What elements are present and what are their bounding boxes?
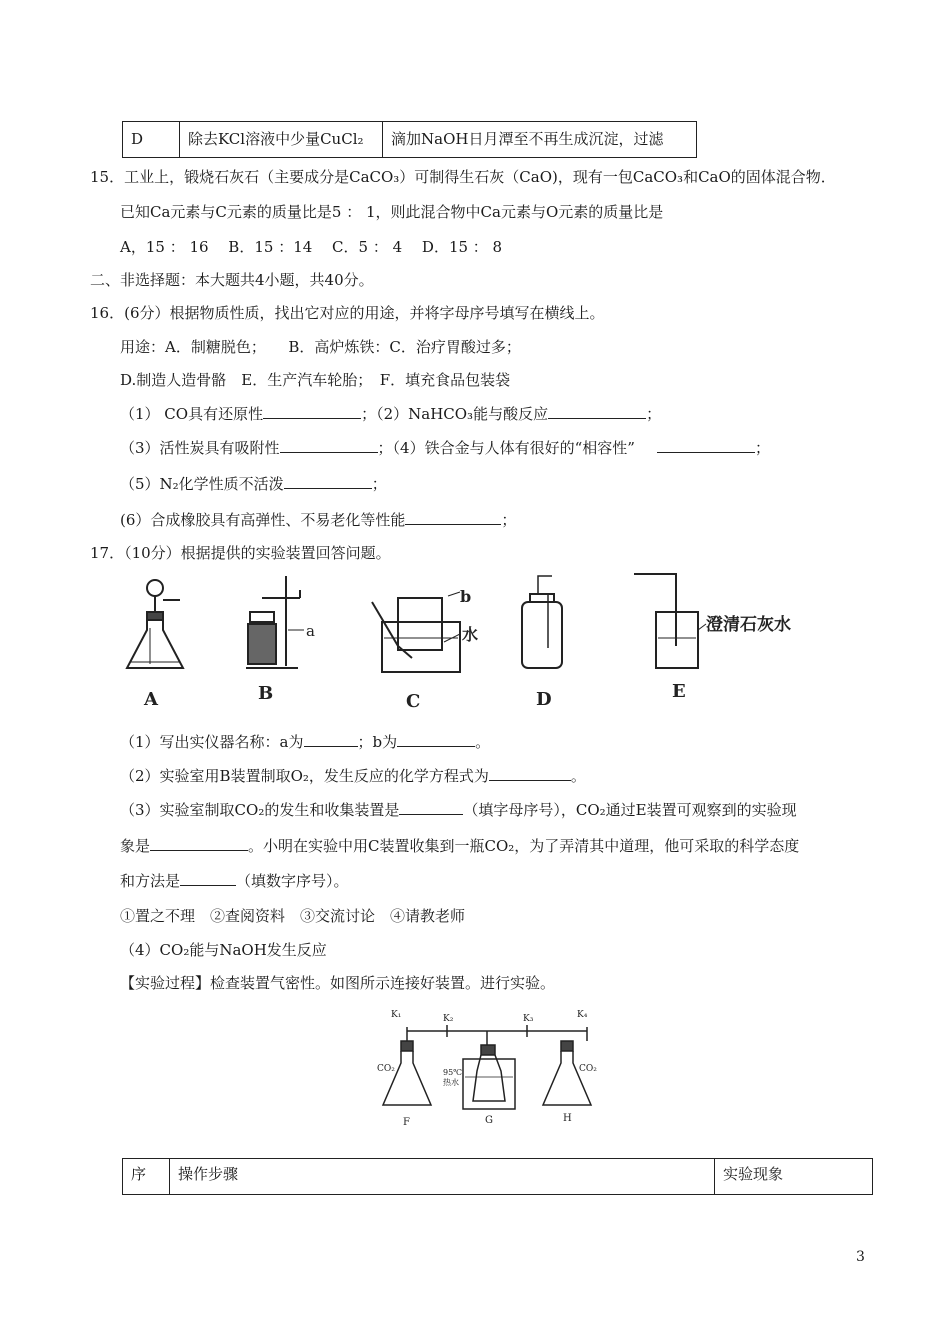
answer-blank[interactable] xyxy=(280,438,378,453)
q16-item-6-text: (6）合成橡胶具有高弹性、不易老化等性能 xyxy=(120,511,406,529)
label-b: b xyxy=(460,587,472,606)
answer-blank[interactable] xyxy=(399,800,463,815)
label-g: G xyxy=(485,1115,493,1126)
q17-item-3-text-f: （填数字序号）。 xyxy=(236,872,349,890)
bottom-table xyxy=(122,1158,873,1195)
answer-blank[interactable] xyxy=(489,766,571,781)
q15-stem-2: 已知Ca元素与C元素的质量比是5 ： 1，则此混合物中Ca元素与O元素的质量比是 xyxy=(120,203,664,221)
punctuation: ； xyxy=(501,511,517,529)
answer-blank[interactable] xyxy=(284,474,372,489)
table-header-cell: 实验现象 xyxy=(715,1159,873,1195)
fig-label-e: E xyxy=(672,681,686,702)
answer-blank[interactable] xyxy=(548,404,646,419)
q16-item-3: （3）活性炭具有吸附性 xyxy=(120,439,280,457)
label-hot-water-2: 热水 xyxy=(443,1078,459,1087)
punctuation: 。 xyxy=(570,767,586,785)
label-co2-left: CO₂ xyxy=(377,1064,395,1074)
answer-blank[interactable] xyxy=(397,732,475,747)
experiment-process: 【实验过程】检查装置气密性。如图所示连接好装置。进行实验。 xyxy=(120,974,556,992)
q15-stem-1: 15．工业上，锻烧石灰石（主要成分是CaCO₃）可制得生石灰（CaO)，现有一包CaCO₃和CaO的固体混合物． xyxy=(90,168,836,186)
label-water: 水 xyxy=(462,625,479,644)
punctuation: ； xyxy=(371,475,387,493)
label-k3: K₃ xyxy=(523,1014,534,1024)
q17-item-2-text: （2）实验室用B装置制取O₂，发生反应的化学方程式为 xyxy=(120,767,489,785)
punctuation: ； xyxy=(754,439,770,457)
q17-item-3-text-c: 象是 xyxy=(120,837,151,855)
q17-item-3-line-3 xyxy=(120,870,349,891)
q17-choices: ①置之不理 ②查阅资料 ③交流讨论 ④请教老师 xyxy=(120,907,466,925)
q17-item-2 xyxy=(120,765,586,786)
q16-stem: 16．(6分）根据物质性质，找出它对应的用途，并将字母序号填写在横线上。 xyxy=(90,304,605,322)
table-cell: 滴加NaOH日月潭至不再生成沉淀，过滤 xyxy=(383,122,697,158)
answer-blank[interactable] xyxy=(263,404,361,419)
q17-stem: 17．（10分）根据提供的实验装置回答问题。 xyxy=(90,544,391,562)
q16-uses-2: D.制造人造骨骼 E．生产汽车轮胎； F．填充食品包装袋 xyxy=(120,371,511,389)
q17-item-1 xyxy=(120,731,490,752)
apparatus-figure-2 xyxy=(377,1005,617,1135)
q16-item-1: （1） CO具有还原性 xyxy=(120,405,264,423)
answer-blank[interactable] xyxy=(180,871,236,886)
top-table xyxy=(122,121,697,158)
fig-label-a: A xyxy=(144,689,158,708)
q16-item-1-2 xyxy=(120,403,661,424)
q17-item-3-text: （3）实验室制取CO₂的发生和收集装置是 xyxy=(120,801,400,819)
table-header-cell: 序 xyxy=(123,1159,170,1195)
answer-blank[interactable] xyxy=(657,438,755,453)
table-header-cell: 操作步骤 xyxy=(170,1159,715,1195)
q16-item-2: ；（2）NaHCO₃能与酸反应 xyxy=(361,405,549,423)
fig-label-b: B xyxy=(258,683,274,704)
label-f: F xyxy=(403,1117,410,1128)
q17-item-3-line-1 xyxy=(120,799,797,820)
page-number: 3 xyxy=(856,1249,865,1265)
answer-blank[interactable] xyxy=(150,836,248,851)
fig-label-c: C xyxy=(406,691,421,708)
label-k4: K₄ xyxy=(577,1010,588,1020)
q17-item-3-text-b: （填字母序号），CO₂通过E装置可观察到的实验现 xyxy=(463,801,797,819)
answer-blank[interactable] xyxy=(405,510,501,525)
q15-options: A，15 ： 16 B．15 ：14 C．5 ： 4 D．15 ： 8 xyxy=(120,238,503,256)
q17-item-4: （4）CO₂能与NaOH发生反应 xyxy=(120,941,327,959)
label-limewater: 澄清石灰水 xyxy=(706,615,791,635)
q17-item-1-text-b: ；b为 xyxy=(357,733,398,751)
apparatus-figure xyxy=(0,568,950,708)
label-h: H xyxy=(563,1113,572,1124)
q16-item-3-4 xyxy=(120,437,770,458)
q16-item-5-text: （5）N₂化学性质不活泼 xyxy=(120,475,284,493)
label-hot-water-1: 95℃ xyxy=(443,1068,463,1077)
label-k1: K₁ xyxy=(391,1010,402,1020)
q16-uses-1: 用途：A．制糖脱色； B．高炉炼铁：C．治疗胃酸过多； xyxy=(120,338,521,356)
punctuation: 。 xyxy=(475,733,491,751)
table-cell: D xyxy=(123,122,180,158)
q16-item-5 xyxy=(120,473,387,494)
q16-item-6 xyxy=(120,509,516,530)
section-heading: 二、非选择题：本大题共4小题，共40分。 xyxy=(90,271,374,289)
q17-item-3-line-2 xyxy=(120,835,799,856)
q17-item-3-text-e: 和方法是 xyxy=(120,872,181,890)
table-cell: 除去KCl溶液中少量CuCl₂ xyxy=(180,122,383,158)
q17-item-1-text: （1）写出实仪器名称：a为 xyxy=(120,733,304,751)
label-k2: K₂ xyxy=(443,1014,454,1024)
q17-item-3-text-d: 。小明在实验中用C装置收集到一瓶CO₂，为了弄清其中道理，他可采取的科学态度 xyxy=(248,837,800,855)
label-co2-right: CO₂ xyxy=(579,1064,597,1074)
q16-item-4: ；（4）铁合金与人体有很好的“相容性” xyxy=(377,439,635,457)
punctuation: ； xyxy=(646,405,662,423)
answer-blank[interactable] xyxy=(304,732,358,747)
label-a: a xyxy=(306,622,315,640)
fig-label-d: D xyxy=(536,689,552,708)
